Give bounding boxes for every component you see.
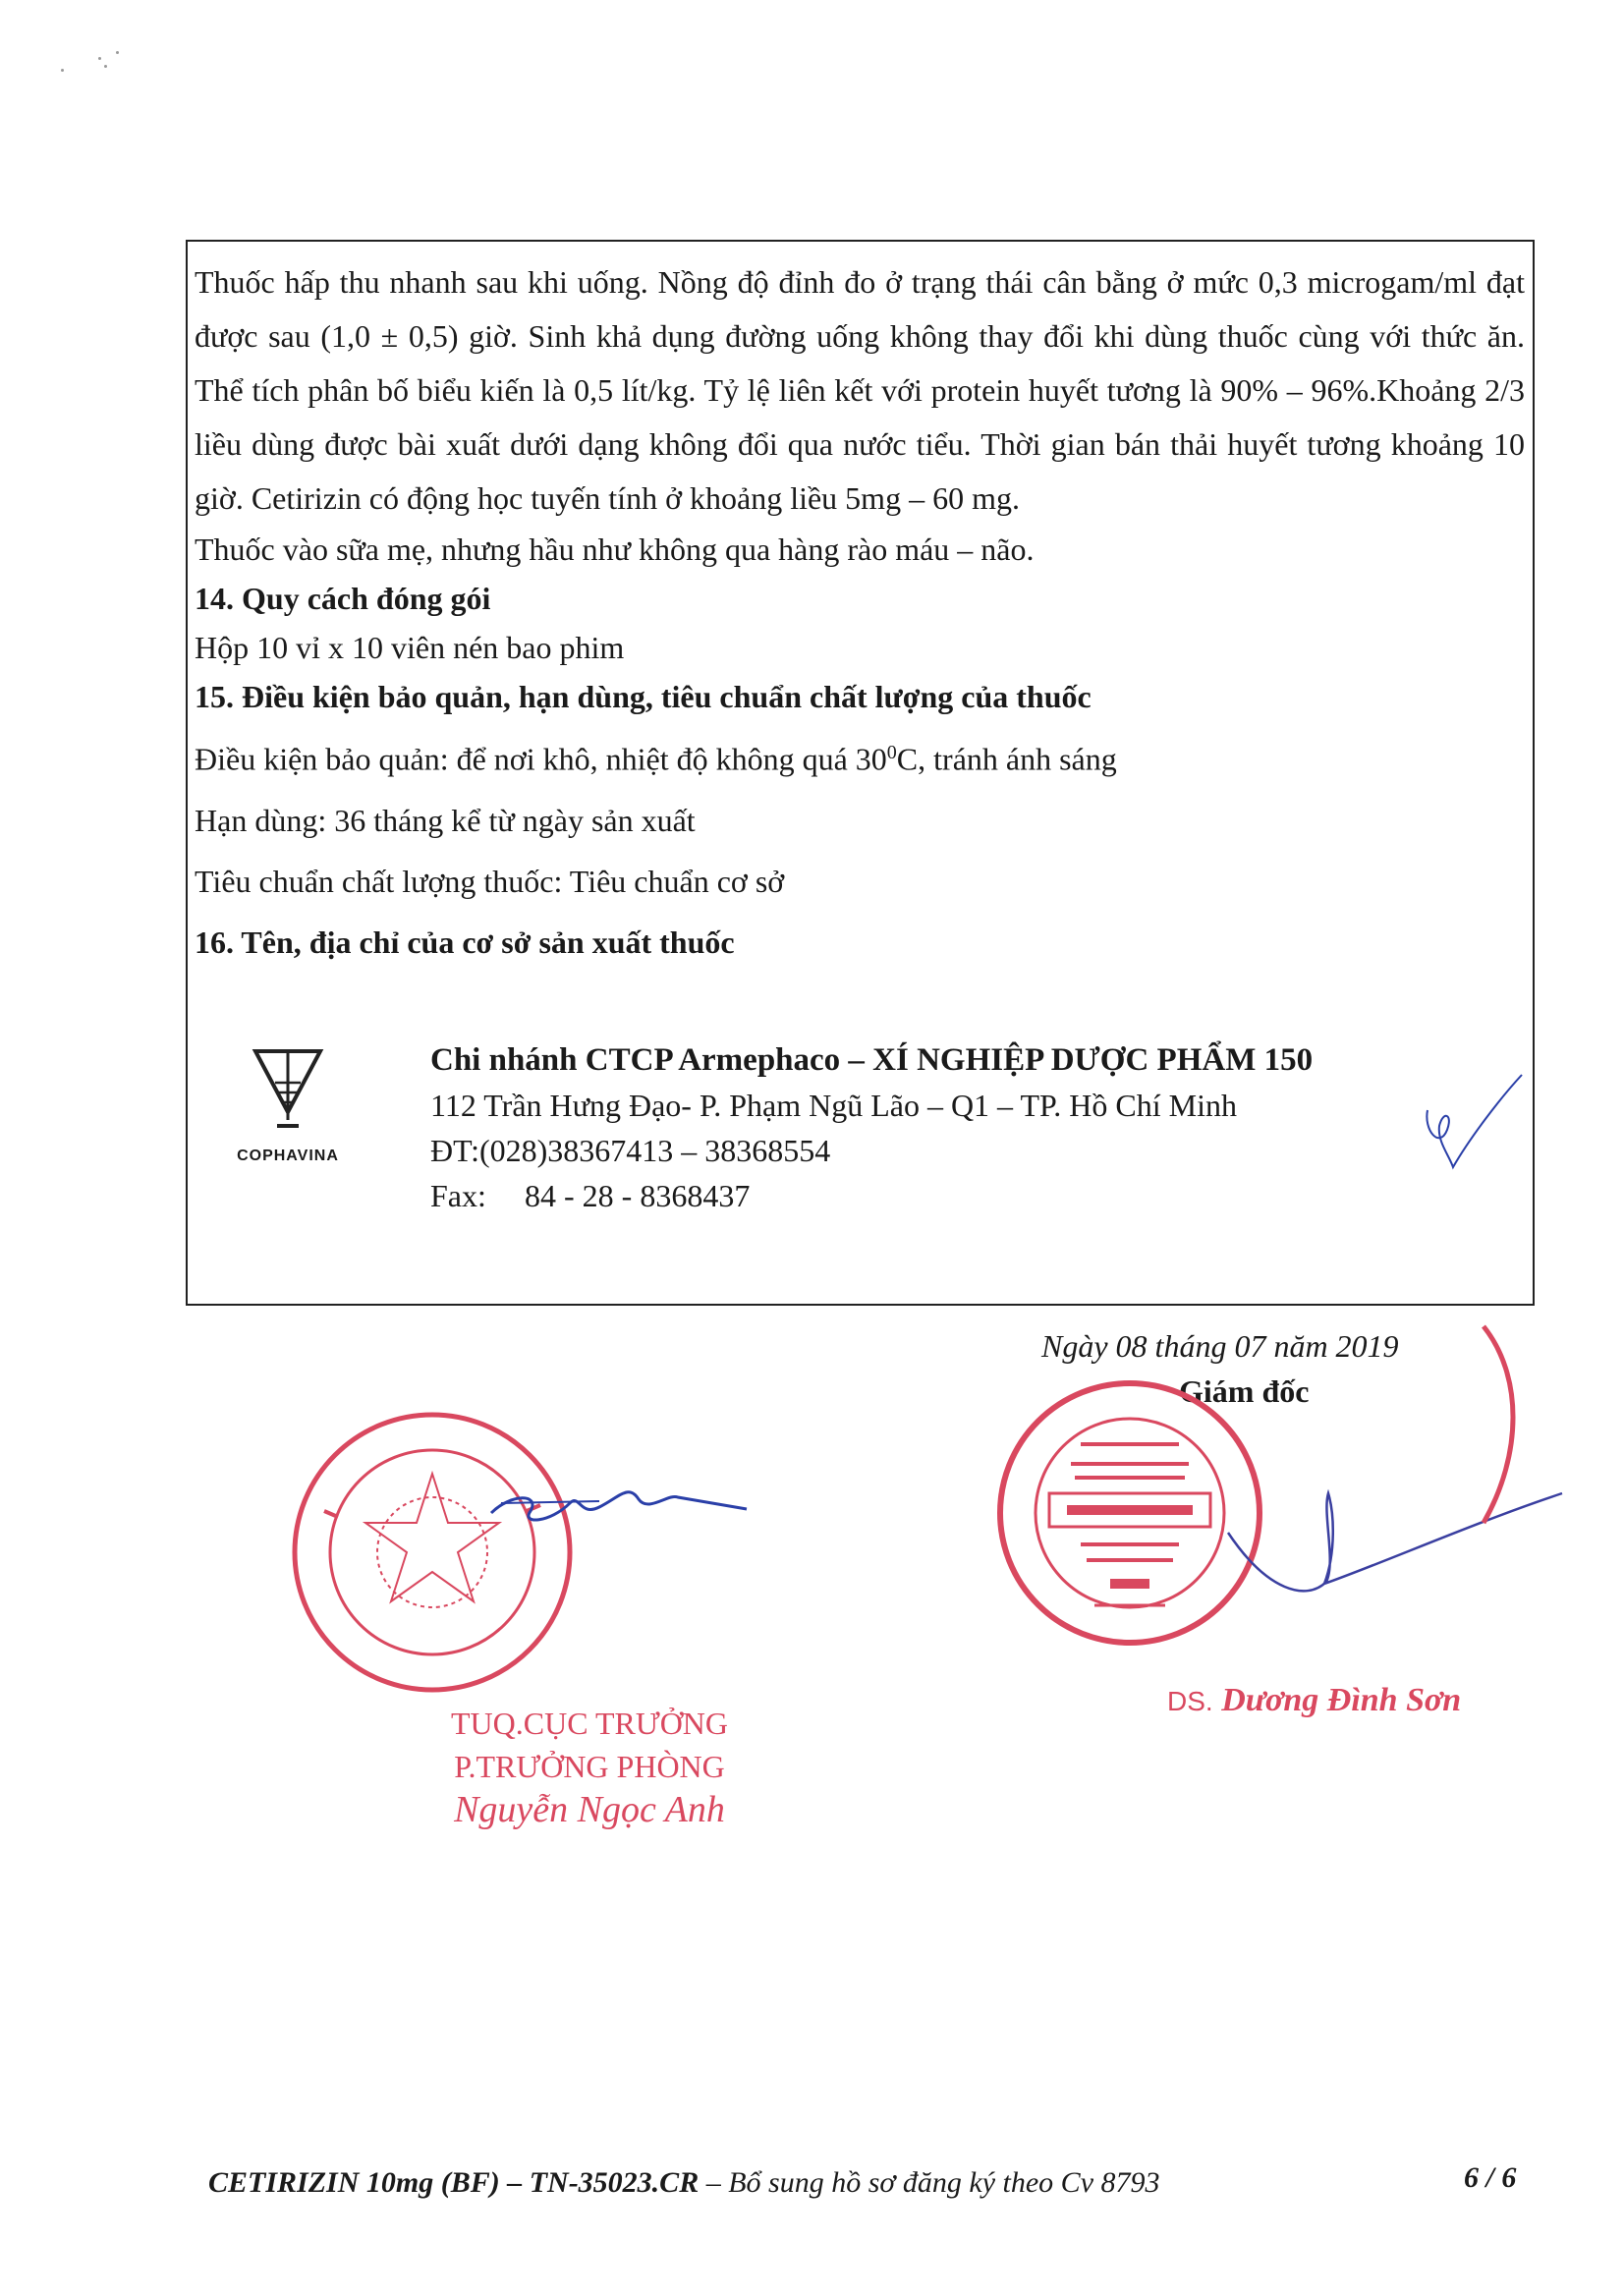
manufacturer-details [430,1037,1313,1218]
signature-date: Ngày 08 tháng 07 năm 2019 [1041,1328,1399,1364]
scan-speck [104,65,107,68]
seal-edge-mark [1464,1316,1533,1533]
content-body [195,255,1525,973]
director-name-text: Dương Đình Sơn [1221,1682,1462,1718]
storage-degree: 0 [886,742,897,763]
scan-speck [61,69,64,72]
logo-text: COPHAVINA [237,1148,339,1164]
scan-speck [98,57,101,60]
footer-note: – Bổ sung hồ sơ đăng ký theo Cv 8793 [699,2166,1160,2199]
storage-conditions [195,722,1525,790]
department-seal-stamp [285,1405,580,1700]
footer-product-code: CETIRIZIN 10mg (BF) – TN-35023.CR [208,2166,700,2199]
section-16-heading: 16. Tên, địa chỉ của cơ sở sản xuất thuốc [195,924,735,960]
content-frame [186,240,1535,1306]
storage-prefix: Điều kiện bảo quản: để nơi khô, nhiệt độ không quá 30 [195,741,887,777]
cophavina-logo [224,1047,352,1175]
left-signatory-name: Nguyễn Ngọc Anh [454,1789,725,1830]
left-signatory-line2: P.TRƯỞNG PHÒNG [454,1749,725,1784]
quality-standard: Tiêu chuẩn chất lượng thuốc: Tiêu chuẩn cơ sở [195,863,785,899]
storage-suffix: C, tránh ánh sáng [896,741,1117,777]
fax-label: Fax: [430,1178,486,1213]
breast-milk-line: Thuốc vào sữa mẹ, nhưng hầu như không qua hàng rào máu – não. [195,532,1035,567]
left-ink-signature [481,1464,756,1542]
manufacturer-name: Chi nhánh CTCP Armephaco – XÍ NGHIỆP DƯỢC PHẨM 150 [430,1042,1314,1078]
director-name [1167,1682,1461,1719]
margin-signature [1420,1071,1528,1179]
packaging-text: Hộp 10 vỉ x 10 viên nén bao phim [195,630,625,665]
cophavina-logo-icon [252,1047,324,1130]
shelf-life: Hạn dùng: 36 tháng kể từ ngày sản xuất [195,802,696,838]
fax-number: 84 - 28 - 8368437 [525,1178,751,1213]
manufacturer-fax [430,1173,1313,1218]
director-name-prefix: DS. [1167,1686,1213,1716]
scan-speck [116,51,119,54]
left-signatory-block [432,1702,747,1831]
pharmacokinetics-paragraph: Thuốc hấp thu nhanh sau khi uống. Nồng độ đỉnh đo ở trạng thái cân bằng ở mức 0,3 microgam/ml đạt được sau (1,0 ± 0,5) giờ. Sinh khả dụng đường uống không thay đổi khi dùng thuốc cùng với thức ăn. Thể tích phân bố biểu kiến là 0,5 lít/kg. Tỷ lệ liên kết với protein huyết tương là 90% – 96%.Khoảng 2/3 liều dùng được bài xuất dưới dạng không đổi qua nước tiểu. Thời gian bán thải huyết tương khoảng 10 giờ. Cetirizin có động học tuyến tính ở khoảng liều 5mg – 60 mg. [195,264,1525,516]
section-15-heading: 15. Điều kiện bảo quản, hạn dùng, tiêu chuẩn chất lượng của thuốc [195,679,1092,714]
manufacturer-address: 112 Trần Hưng Đạo- P. Phạm Ngũ Lão – Q1 – TP. Hồ Chí Minh [430,1088,1237,1123]
document-footer [208,2166,1160,2200]
manufacturer-block [195,1018,1525,1214]
left-signatory-line1: TUQ.CỤC TRƯỞNG [450,1706,729,1741]
page-number: 6 / 6 [1464,2161,1517,2194]
signatory-title: Giám đốc [1179,1373,1310,1409]
section-14-heading: 14. Quy cách đóng gói [195,581,491,616]
manufacturer-phone: ĐT:(028)38367413 – 38368554 [430,1133,831,1168]
